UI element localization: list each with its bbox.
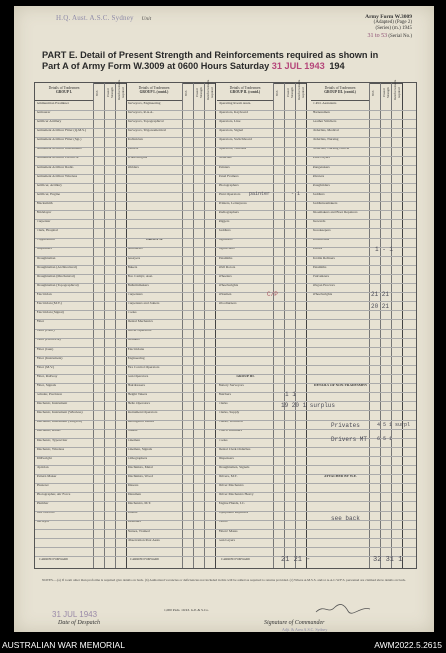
despatch-date-label: Date of Despatch bbox=[58, 620, 100, 626]
trade-row-label: Turners bbox=[127, 147, 139, 151]
signature-label: Signature of Commander bbox=[264, 620, 325, 626]
form-line-1: Army Form W.3009 bbox=[365, 14, 412, 20]
trade-row-label: Plate Layers bbox=[312, 156, 330, 160]
trade-row-label: Mechanic, Instrument (Surgical) bbox=[36, 420, 83, 424]
form-title bbox=[42, 50, 422, 72]
row-rule bbox=[35, 147, 416, 148]
row-rule bbox=[35, 392, 416, 393]
trade-row-label: Shoemakers and Boot Repairers bbox=[312, 211, 358, 214]
trade-row-label: Mechanic, Radio bbox=[36, 429, 61, 433]
painter-values: - 1 bbox=[291, 191, 301, 197]
trade-row-label: Coach Trimmers bbox=[218, 429, 242, 433]
trade-row-label: Radiographers bbox=[218, 211, 239, 214]
title-line-b: Part A of Army Form W.3009 at 0600 Hours Saturday bbox=[42, 61, 270, 71]
trade-row-label: Surveyors, Engineering bbox=[127, 101, 161, 105]
row-rule bbox=[35, 238, 416, 239]
trade-row-label: Fitter (Instrument) bbox=[36, 356, 63, 360]
trade-row-label: Clerks, Supply bbox=[218, 411, 240, 415]
row-rule bbox=[35, 174, 416, 175]
column-header-title: Details of Tradesmen bbox=[138, 86, 170, 90]
unit-label: Unit bbox=[141, 17, 152, 22]
trade-row-label: Nurses, Trained bbox=[127, 529, 150, 533]
row-rule bbox=[35, 319, 416, 320]
trade-row-label: Plant Operators bbox=[218, 192, 241, 196]
trade-row-label: Linemen bbox=[127, 438, 140, 442]
row-rule bbox=[35, 228, 416, 229]
trade-row-label: Leather Stitchers bbox=[312, 120, 337, 123]
column-header-we: W.E. bbox=[370, 83, 380, 101]
row-rule bbox=[35, 219, 416, 220]
trade-row-label: Surveyors, Topographical bbox=[127, 120, 164, 123]
trade-row-label: Saddlers bbox=[218, 229, 231, 233]
trade-row-label: Draughtsmen, Signals bbox=[218, 465, 250, 469]
trade-row-label: Plasterer bbox=[36, 484, 49, 487]
unit-stamp bbox=[56, 14, 151, 22]
row-rule bbox=[35, 274, 416, 275]
trade-row-label: Fitter, Signals bbox=[36, 383, 56, 387]
row-rule bbox=[35, 265, 416, 266]
trade-row-label: Carpenters and Joiners bbox=[127, 302, 160, 305]
trade-row-label: Dental Clerk Orderlies bbox=[218, 447, 251, 451]
trade-row-label: Wheelers bbox=[218, 274, 232, 278]
serial-number: 31 to 53 bbox=[367, 32, 388, 39]
caption-institution: AUSTRALIAN WAR MEMORIAL bbox=[2, 640, 125, 650]
row-rule bbox=[35, 483, 416, 484]
column-header-posted: Posted Strength bbox=[285, 83, 295, 101]
carried-forward-label: CARRIED FORWARD bbox=[130, 558, 160, 561]
signature-stamp: Adjt. & Area A.S.C. Sydney bbox=[282, 627, 328, 632]
row-rule bbox=[35, 365, 416, 366]
trade-row-label: Drivers, M.T. bbox=[218, 474, 238, 478]
trade-row-label: Equipment Repairers bbox=[218, 511, 249, 515]
trade-row-label: Riggers bbox=[218, 220, 230, 224]
trade-row-label: Mixers bbox=[127, 511, 138, 515]
trade-row-label: Photographer, Air Force bbox=[36, 493, 71, 497]
row-rule bbox=[35, 456, 416, 457]
trade-row-label: Driver Operators bbox=[127, 329, 152, 333]
trade-row-label: Armament Artificer Wireless bbox=[36, 174, 78, 178]
trade-row-label: GROUP III. bbox=[236, 374, 255, 378]
trade-row-label: Operators, Keyboard bbox=[218, 110, 248, 114]
trade-row-label: Electrician (M.V.) bbox=[36, 302, 62, 305]
trade-row-label: Masons bbox=[127, 484, 139, 487]
title-year: 194 bbox=[329, 61, 345, 71]
trade-row-label: Tinsmiths bbox=[218, 256, 233, 260]
trade-row-label: Wiremen bbox=[218, 292, 232, 296]
despatch-date-stamp: 31 JUL 1943 bbox=[52, 610, 98, 619]
footnotes: NOTES.—(a) If room other than proforma is required give details on back. (b) Authorized vacancies or deficiencies not included in this will be added as required to returns provided. (c) Where A.M.S.S. and/or A.A.C.W.F.S. personnel are claimed show details on back. bbox=[42, 578, 406, 582]
trade-row-label: Driver Mechanics Heavy bbox=[218, 493, 254, 497]
trade-row-label: ATTACHED BY W.E. bbox=[324, 474, 357, 478]
group3-clerks: 19 20 1 surplus bbox=[281, 402, 336, 410]
trade-row-label: Artificer, Artillery bbox=[36, 183, 63, 187]
trade-row-label: Orderlies, Nursing bbox=[312, 138, 339, 142]
trade-row-label: Fitter (Cinfl) bbox=[36, 329, 55, 333]
trade-row-label: Mechanic, Instrument (Wireless) bbox=[36, 411, 83, 415]
trade-row-label: Machinists, Metal bbox=[127, 465, 153, 469]
trade-row-label: Fitter (M.V.) bbox=[36, 365, 55, 369]
trade-row-label: Storekeepers bbox=[312, 229, 331, 233]
printer-line: 1,000 Pads. 10/43. G.P. & S.Co. bbox=[164, 608, 209, 612]
trade-row-label: Orderlies, Nursing Officer bbox=[312, 147, 350, 151]
trade-row-label: Saddletreemakers bbox=[312, 201, 338, 205]
column-header-reinf: Reinforcements required bbox=[206, 79, 215, 100]
trade-row-label: Draughtsman (Architectural) bbox=[36, 265, 78, 269]
drivers-values: 6 5 1 bbox=[377, 435, 393, 442]
row-rule bbox=[35, 329, 416, 330]
row-rule bbox=[35, 165, 416, 166]
trade-row-label: Rangetakers bbox=[312, 165, 330, 169]
carried-forward-label: CARRIED FORWARD bbox=[39, 558, 69, 561]
trade-row-label: Ammunition Examiner bbox=[36, 101, 69, 105]
trade-row-label: Instrument Operators bbox=[127, 411, 158, 415]
strength-table bbox=[34, 79, 417, 569]
trade-row-label: Operators, Wireless bbox=[218, 147, 247, 151]
trade-row-label: Panel Framers bbox=[218, 174, 239, 178]
trade-row-label: Operating Room Assts. bbox=[218, 101, 252, 105]
trade-row-label: Surveyor bbox=[36, 520, 50, 524]
cp-entry: C/P bbox=[267, 291, 278, 299]
trade-row-label: Riveters bbox=[312, 174, 325, 178]
row-rule bbox=[35, 410, 416, 411]
trade-row-label: Assayers bbox=[127, 256, 141, 260]
title-line-a: Detail of Present Strength and Reinforcements required as shown in bbox=[80, 50, 379, 60]
column-header-we: W.E. bbox=[274, 83, 284, 101]
trade-row-label: Pattern Maker bbox=[36, 474, 57, 478]
trade-row-label: Drainers bbox=[127, 338, 140, 342]
carried-forward-left: 21 21 - bbox=[281, 556, 311, 564]
see-back-note: see back bbox=[331, 515, 360, 523]
row-rule bbox=[35, 192, 416, 193]
col3-totals-b: 20 21 bbox=[371, 302, 390, 310]
trade-row-label: Intelligence Duties bbox=[127, 420, 155, 424]
trade-row-label: Messmen bbox=[127, 493, 141, 497]
trade-row-label: Wall Rotors bbox=[218, 265, 236, 269]
row-rule bbox=[35, 474, 416, 475]
trade-row-label: Electricians bbox=[127, 347, 145, 351]
trade-row-label: Woodturners bbox=[218, 302, 237, 305]
trade-row-label: Fitter (Electrical) bbox=[36, 338, 61, 342]
column-header-title: Details of Tradesmen bbox=[324, 86, 356, 90]
row-rule bbox=[35, 511, 416, 512]
trade-row-label: Engine Hands, I.C. bbox=[218, 502, 246, 506]
trade-row-label: Vulcanizers bbox=[312, 274, 330, 278]
form-line-2: (Adapted) (Page 2) bbox=[373, 20, 412, 26]
trade-row-label: Saw Doctors bbox=[36, 511, 55, 515]
row-rule bbox=[35, 356, 416, 357]
signature-mark bbox=[314, 602, 374, 616]
form-identifier bbox=[365, 14, 412, 40]
column-header-trade bbox=[35, 83, 93, 101]
trade-row-label: Wheelwrights bbox=[312, 292, 333, 296]
trade-row-label: Linemen, Signals bbox=[127, 447, 152, 451]
row-rule bbox=[35, 465, 416, 466]
trade-row-label: Armourer bbox=[36, 110, 51, 114]
trade-row-label: Gun Layers bbox=[218, 538, 235, 542]
trade-row-label: C.P.O. Assistants bbox=[312, 101, 337, 105]
trade-row-label: Helio Operators bbox=[127, 402, 150, 406]
trade-row-label: Carpenter bbox=[36, 220, 51, 224]
trade-row-label: Printers, Letterpress bbox=[218, 201, 247, 205]
row-rule bbox=[35, 374, 416, 375]
row-rule bbox=[35, 529, 416, 530]
trade-row-label: Gun Operators bbox=[127, 374, 149, 378]
trade-row-label: Clerk, Hospital bbox=[36, 229, 58, 233]
trade-row-label: Grinder, Precision bbox=[36, 393, 63, 396]
trade-row-label: Engineering bbox=[127, 356, 145, 360]
row-rule bbox=[35, 128, 416, 129]
row-rule bbox=[35, 301, 416, 302]
trade-row-label: Draughtsman bbox=[36, 256, 56, 260]
trade-row-label: Blacksmith bbox=[36, 201, 53, 205]
trade-row-label: Moulders bbox=[127, 520, 141, 524]
trade-row-label: Coppersmith bbox=[36, 238, 55, 242]
column-header-reinf: Reinforcements required bbox=[393, 79, 402, 100]
trade-row-label: Mechanic, Instrument bbox=[36, 402, 68, 406]
row-rule bbox=[35, 538, 416, 539]
trade-row-label: Armament Artificer Instruments bbox=[36, 147, 82, 151]
trade-row-label: Technicians bbox=[312, 238, 330, 242]
row-rule bbox=[35, 119, 416, 120]
trade-row-label: Operators, Signal bbox=[218, 129, 243, 133]
row-rule bbox=[35, 210, 416, 211]
row-rule bbox=[35, 447, 416, 448]
trade-row-label: Bakers bbox=[127, 265, 138, 269]
tailors-values: 1 - 1 bbox=[375, 245, 394, 253]
trade-row-label: Surveyors, Trigonometrical bbox=[127, 129, 166, 133]
trade-row-label: Fitter, Railway bbox=[36, 374, 58, 378]
column-header-group: GROUP I. (contd.) bbox=[139, 90, 169, 95]
serial-label: (Serial No.) bbox=[388, 33, 412, 39]
trade-row-label: Wagon Erectors bbox=[312, 283, 335, 287]
row-rule bbox=[35, 556, 416, 557]
trade-row-label: Dental Mechanics bbox=[127, 320, 153, 324]
trade-row-label: Cooks bbox=[218, 438, 228, 442]
form-line-3: (Series) (m.) 1945 bbox=[375, 26, 412, 32]
row-rule bbox=[35, 310, 416, 311]
trade-row-label: Artificer, Engine bbox=[36, 192, 61, 196]
privates-values: 4 5 1 surpl bbox=[377, 422, 411, 429]
trade-row-label: Fitters' Mates bbox=[218, 529, 238, 533]
trade-row-label: Operators, Switchboard bbox=[218, 138, 252, 142]
row-rule bbox=[35, 247, 416, 248]
trade-row-label: Battery Surveyors bbox=[218, 383, 244, 387]
trade-row-label: Armament Artificer Fitter (Q.M.S.) bbox=[36, 129, 87, 133]
trade-row-label: Fitter bbox=[36, 320, 45, 324]
trade-row-label: Draughtsman (Topographical) bbox=[36, 283, 79, 287]
trade-row-label: Painters bbox=[218, 165, 230, 169]
trade-row-label: Bulletinmakers bbox=[127, 283, 149, 287]
trade-row-label: Height Takers bbox=[127, 393, 148, 396]
trade-row-label: Mechanics, M.T. bbox=[127, 502, 152, 506]
trade-row-label: Armament Artificer Electrical bbox=[36, 156, 79, 160]
trade-row-label: Wheelwrights bbox=[218, 283, 239, 287]
carried-forward-right: 32 31 1 bbox=[373, 556, 403, 564]
row-rule bbox=[35, 401, 416, 402]
trade-row-label: Harnessmen bbox=[312, 110, 330, 114]
trade-row-label: Textile Refiners bbox=[312, 256, 335, 260]
trade-row-label: Butchers bbox=[218, 393, 231, 396]
column-header-we: W.E. bbox=[94, 83, 104, 101]
group3-butchers: 1 1 bbox=[285, 391, 296, 399]
trade-row-label: DETAILS OF NON-TRADESMEN bbox=[314, 383, 367, 387]
trade-row-label: Armourers bbox=[127, 247, 143, 251]
row-rule bbox=[35, 492, 416, 493]
trade-row-label: Fitters bbox=[218, 520, 228, 524]
trade-row-label: Joiners bbox=[127, 429, 138, 433]
trade-row-label: Welders bbox=[127, 165, 139, 169]
trade-row-label: Mechanic, Wireless bbox=[36, 447, 65, 451]
trade-row-label: Draughtsman (Mechanical) bbox=[36, 274, 75, 278]
column-header-group: GROUP II. (contd.) bbox=[229, 90, 261, 95]
privates-entry: Privates bbox=[331, 422, 360, 430]
column-header-trade bbox=[311, 83, 369, 101]
trade-row-label: Technician bbox=[127, 138, 143, 142]
trade-row-label: Photographers bbox=[218, 183, 239, 187]
row-rule bbox=[35, 292, 416, 293]
part-label: PART E. bbox=[42, 50, 78, 60]
trade-row-label: Clerks, Technical bbox=[218, 420, 243, 424]
trade-row-label: Lithographers bbox=[127, 456, 148, 460]
col3-totals-a: 21 21 bbox=[371, 291, 390, 299]
column-header-reinf: Reinforcements required bbox=[297, 79, 306, 100]
row-rule bbox=[35, 501, 416, 502]
column-header-trade bbox=[126, 83, 182, 101]
trade-row-label: Machinists, Wood bbox=[127, 474, 153, 478]
row-rule bbox=[35, 183, 416, 184]
trade-row-label: Optician bbox=[36, 465, 49, 469]
trade-row-label: Electrician (Signal) bbox=[36, 311, 64, 315]
column-header-group: GROUP III. (contd.) bbox=[324, 90, 356, 95]
unit-stamp-text: H.Q. Aust. A.S.C. Sydney bbox=[56, 14, 134, 22]
trade-row-label: Carpenters bbox=[127, 292, 143, 296]
trade-row-label: Electrician bbox=[36, 292, 52, 296]
column-header-we: W.E. bbox=[183, 83, 193, 101]
trade-row-label: Bot. Camp'r, Asst. bbox=[127, 274, 153, 278]
column-header-title: Details of Tradesmen bbox=[229, 86, 261, 90]
trade-row-label: Tailors bbox=[312, 247, 323, 251]
drivers-entry: Drivers MT bbox=[331, 435, 368, 443]
trade-row-label: Stewards bbox=[312, 220, 326, 224]
trade-row-label: Orderlies bbox=[218, 156, 232, 160]
trade-row-label: Dispensers bbox=[36, 247, 52, 251]
column-header-trade bbox=[217, 83, 273, 101]
row-rule bbox=[35, 347, 416, 348]
column-header-posted: Posted Strength bbox=[381, 83, 391, 101]
carried-forward-label: CARRIED FORWARD bbox=[221, 558, 251, 561]
trade-row-label: Observation Post Assts bbox=[127, 538, 160, 542]
trade-row-label: Orderlies, Medical bbox=[312, 129, 339, 133]
trade-row-label: Surveyors, R.A.A. bbox=[127, 110, 154, 114]
trade-row-label: Signwriters bbox=[218, 247, 235, 251]
row-rule bbox=[35, 110, 416, 111]
trade-row-label: Clerks bbox=[218, 402, 228, 406]
row-rule bbox=[35, 201, 416, 202]
column-header-posted: Posted Strength bbox=[194, 83, 204, 101]
trade-row-label: Tinsmiths bbox=[312, 265, 327, 269]
trade-row-label: Plumber bbox=[36, 502, 49, 506]
trade-row-label: Mechanic, Typewriter bbox=[36, 438, 68, 442]
trade-row-label: Hairdressers bbox=[127, 383, 145, 387]
title-date-stamp: 31 JUL 1943 bbox=[271, 61, 325, 71]
row-rule bbox=[35, 283, 416, 284]
trade-row-label: Fitter (Gun) bbox=[36, 347, 54, 351]
trade-row-label: Millwright bbox=[36, 456, 52, 460]
trade-row-label: GROUP II. bbox=[146, 238, 163, 242]
trade-row-label: Cooks bbox=[127, 311, 137, 315]
row-rule bbox=[35, 256, 416, 257]
column-header-reinf: Reinforcements required bbox=[117, 79, 126, 100]
trade-row-label: Wheelwrights bbox=[127, 156, 148, 160]
trade-row-label: Armament Artificer Radio bbox=[36, 165, 74, 169]
row-rule bbox=[35, 338, 416, 339]
trade-row-label: Signallers bbox=[218, 238, 233, 242]
row-rule bbox=[35, 547, 416, 548]
trade-row-label: Dispensers bbox=[218, 456, 234, 460]
row-rule bbox=[35, 383, 416, 384]
row-rule bbox=[35, 420, 416, 421]
trade-row-label: Driver Mechanics bbox=[218, 484, 244, 487]
form-sheet bbox=[14, 6, 434, 632]
column-header-posted: Posted Strength bbox=[105, 83, 115, 101]
trade-row-label: Saddlers bbox=[312, 192, 325, 196]
row-rule bbox=[35, 137, 416, 138]
column-header-group: GROUP I. bbox=[56, 90, 72, 95]
caption-accession: AWM2022.5.2615 bbox=[374, 640, 442, 650]
trade-row-label: Artificer Artillery bbox=[36, 120, 62, 123]
trade-row-label: Bricklayer bbox=[36, 211, 52, 214]
row-rule bbox=[35, 156, 416, 157]
trade-row-label: Operators, Line bbox=[218, 120, 241, 123]
painter-entry: painter bbox=[249, 191, 271, 197]
trade-row-label: Fire Control Operators bbox=[127, 365, 160, 369]
trade-row-label: Roughriders bbox=[312, 183, 330, 187]
column-header-title: Details of Tradesmen bbox=[48, 86, 80, 90]
trade-row-label: Armament Artificer Fitter (Sgt.) bbox=[36, 138, 82, 142]
